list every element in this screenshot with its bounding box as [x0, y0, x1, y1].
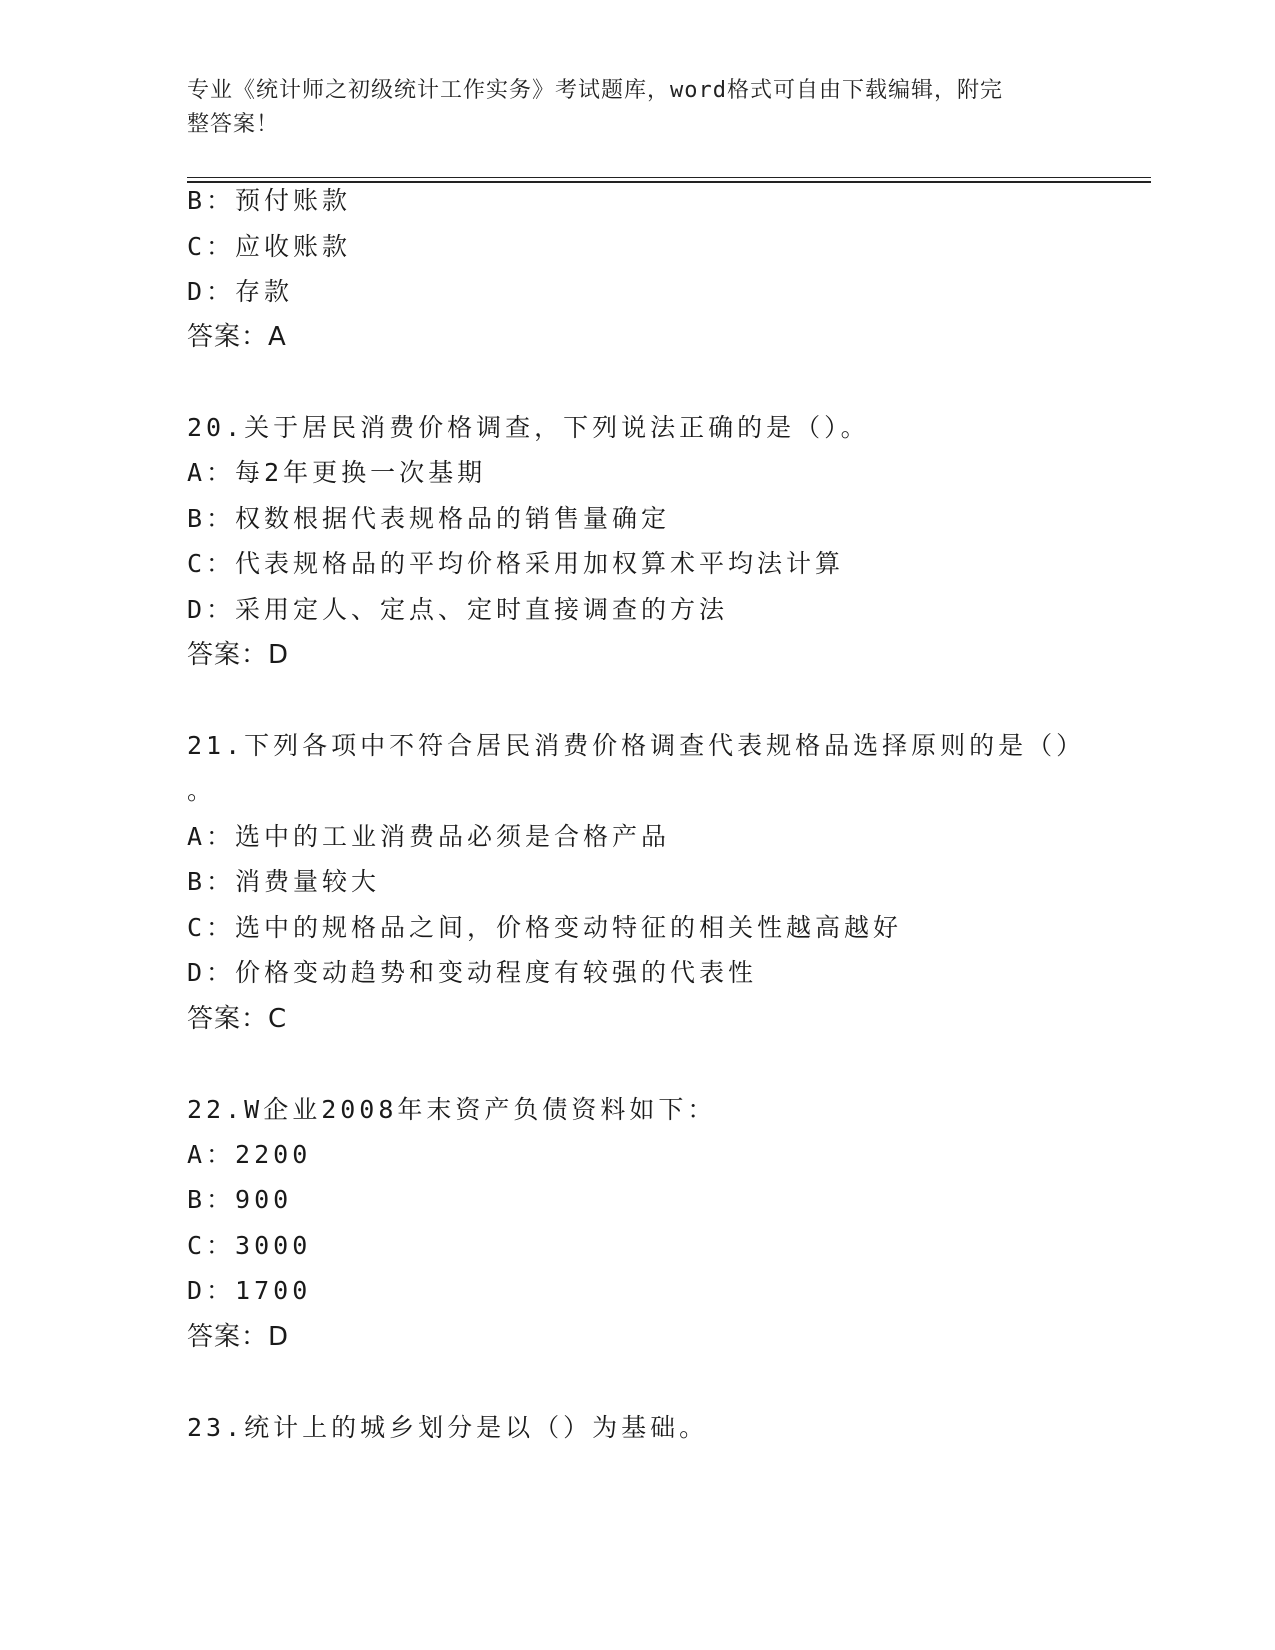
answer-line: 答案：A	[187, 322, 287, 352]
question-line: D：1700	[187, 1276, 312, 1305]
header-line-2: 整答案！	[187, 112, 280, 137]
question-line: 21.下列各项中不符合居民消费价格调查代表规格品选择原则的是（）	[187, 731, 1086, 760]
question-line: A：每2年更换一次基期	[187, 458, 487, 487]
question-line: C：代表规格品的平均价格采用加权算术平均法计算	[187, 549, 845, 578]
question-line: D：采用定人、定点、定时直接调查的方法	[187, 595, 729, 624]
question-line: B：预付账款	[187, 186, 352, 215]
question-line: C：应收账款	[187, 232, 352, 261]
answer-line: 答案：D	[187, 640, 290, 670]
question-line: B：权数根据代表规格品的销售量确定	[187, 504, 671, 533]
question-line: B：900	[187, 1185, 293, 1214]
header-divider-thin	[187, 177, 1151, 178]
question-line: A：2200	[187, 1140, 312, 1169]
answer-line: 答案：D	[187, 1322, 290, 1352]
question-line: 20.关于居民消费价格调查，下列说法正确的是（）。	[187, 413, 870, 442]
question-line: 。	[187, 776, 217, 805]
answer-line: 答案：C	[187, 1004, 288, 1034]
header-line-1: 专业《统计师之初级统计工作实务》考试题库，word格式可自由下载编辑，附完	[187, 78, 1003, 103]
question-line: A：选中的工业消费品必须是合格产品	[187, 822, 671, 851]
question-line: B：消费量较大	[187, 867, 381, 896]
page-header	[187, 74, 1067, 142]
question-line: C：选中的规格品之间，价格变动特征的相关性越高越好	[187, 913, 903, 942]
header-divider-thick	[187, 181, 1151, 183]
question-line: C：3000	[187, 1231, 312, 1260]
question-line: 22.W企业2008年末资产负债资料如下：	[187, 1095, 717, 1124]
question-line: D：价格变动趋势和变动程度有较强的代表性	[187, 958, 758, 987]
question-line: 23.统计上的城乡划分是以（）为基础。	[187, 1413, 709, 1442]
question-line: D：存款	[187, 277, 294, 306]
